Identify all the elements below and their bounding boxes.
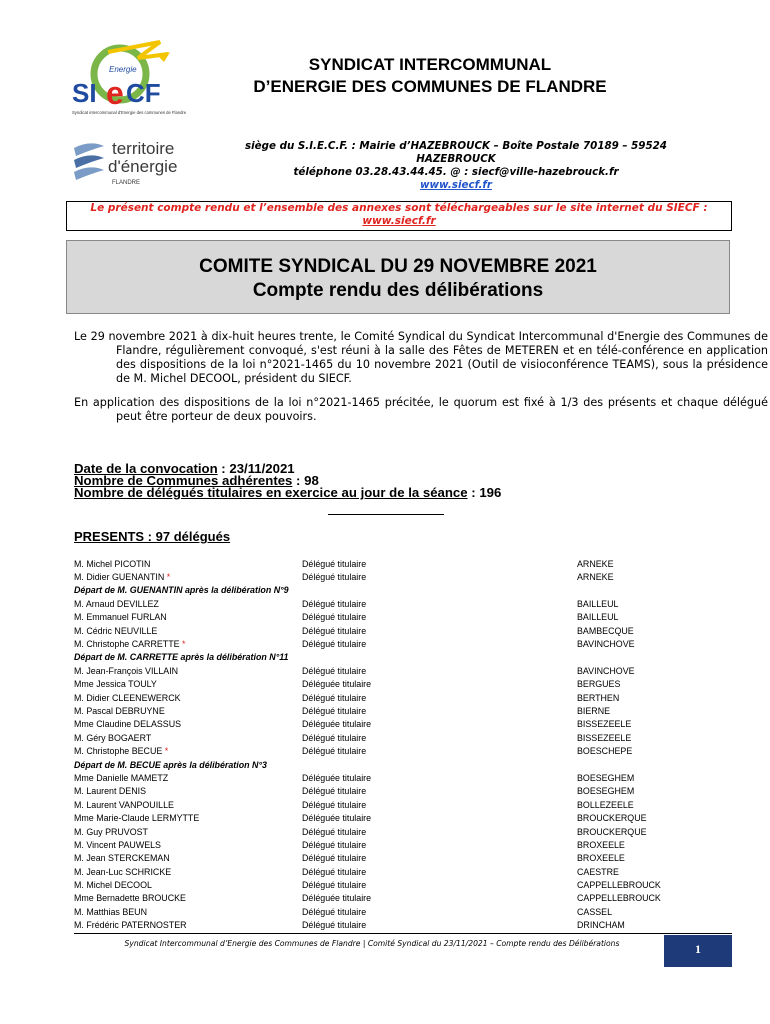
table-row xyxy=(74,664,697,677)
delegate-name-cell xyxy=(74,865,302,878)
meeting-banner xyxy=(66,240,730,314)
delegate-commune: DRINCHAM xyxy=(577,920,625,931)
delegate-name: Mme Claudine DELASSUS xyxy=(74,719,182,730)
delegate-role: Déléguée titulaire xyxy=(302,813,372,824)
delegate-name: M. Didier GUENANTIN xyxy=(74,572,165,583)
delegate-name: M. Pascal DEBRUYNE xyxy=(74,705,165,716)
delegate-name-cell xyxy=(74,892,302,905)
delegate-name: M. Laurent VANPOUILLE xyxy=(74,799,174,810)
delegate-commune: BROUCKERQUE xyxy=(577,826,647,837)
delegate-name-cell xyxy=(74,825,302,838)
table-row xyxy=(74,597,697,610)
svg-text:Syndicat intercommunal d'Energ: Syndicat intercommunal d'Energie des communes de Flandre xyxy=(72,110,187,115)
delegates-table xyxy=(74,557,697,932)
delegate-name-cell xyxy=(74,704,302,717)
delegate-commune: CAESTRE xyxy=(577,866,619,877)
delegate-role: Déléguée titulaire xyxy=(302,719,372,730)
table-row xyxy=(74,852,697,865)
svg-text:territoire: territoire xyxy=(112,139,175,158)
delegate-name-cell xyxy=(74,878,302,891)
delegate-commune: BROXEELE xyxy=(577,853,625,864)
delegate-commune: ARNEKE xyxy=(577,572,614,583)
delegate-commune: ARNEKE xyxy=(577,558,614,569)
footer-rule xyxy=(74,933,732,934)
delegate-role: Délégué titulaire xyxy=(302,639,367,650)
delegate-commune: BERTHEN xyxy=(577,692,620,703)
table-row xyxy=(74,771,697,784)
delegate-role: Délégué titulaire xyxy=(302,692,367,703)
delegate-role: Délégué titulaire xyxy=(302,746,367,757)
convocation-value: : 23/11/2021 xyxy=(217,461,295,476)
delegate-name: M. Arnaud DEVILLEZ xyxy=(74,598,159,609)
address-line-1: siège du S.I.E.C.F. : Mairie d’HAZEBROUCK – Boîte Postale 70189 – 59524 xyxy=(245,140,667,152)
organization-title xyxy=(210,54,650,98)
svg-text:d'énergie: d'énergie xyxy=(108,157,178,176)
delegate-name: Mme Jessica TOULY xyxy=(74,679,157,690)
notice-link[interactable]: www.siecf.fr xyxy=(362,215,436,227)
delegate-name: Mme Bernadette BROUCKE xyxy=(74,893,186,904)
delegate-name: M. Michel PICOTIN xyxy=(74,558,151,569)
delegate-name: M. Cédric NEUVILLE xyxy=(74,625,158,636)
address-line-2: HAZEBROUCK xyxy=(416,153,496,165)
svg-text:CF: CF xyxy=(126,78,161,108)
territoire-energie-logo xyxy=(68,138,208,188)
delegate-role: Délégué titulaire xyxy=(302,558,367,569)
delegate-name: M. Christophe BECUE xyxy=(74,746,163,757)
table-row xyxy=(74,744,697,757)
delegate-commune: BOESCHEPE xyxy=(577,746,633,757)
delegate-name: M. Emmanuel FURLAN xyxy=(74,612,167,623)
delegate-name-cell xyxy=(74,570,302,583)
delegate-role: Déléguée titulaire xyxy=(302,772,372,783)
banner-subtitle: Compte rendu des délibérations xyxy=(252,280,544,301)
intro-paragraph: Le 29 novembre 2021 à dix-huit heures trente, le Comité Syndical du Syndicat Intercommunal d'Energie des Communes de Flandre, régulièrement convoqué, s'est réuni à la salle des Fêtes de METEREN et en télé-conférence en application des dispositions de la loi n°2021-1465 du 10 novembre 2021 (Outil de visioconférence TEAMS), sous la présidence de M. Michel DECOOL, président du SIECF. xyxy=(74,330,768,385)
delegate-name: M. Guy PRUVOST xyxy=(74,826,148,837)
website-link[interactable]: www.siecf.fr xyxy=(420,179,492,191)
delegate-commune: BAMBECQUE xyxy=(577,625,634,636)
delegate-role: Délégué titulaire xyxy=(302,799,367,810)
delegate-name-cell xyxy=(74,771,302,784)
asterisk-mark: * xyxy=(162,746,169,757)
table-row xyxy=(74,811,697,824)
delegate-name: M. Michel DECOOL xyxy=(74,880,152,891)
table-row xyxy=(74,892,697,905)
delegate-name-cell xyxy=(74,785,302,798)
delegate-name-cell xyxy=(74,557,302,570)
delegate-role: Délégué titulaire xyxy=(302,786,367,797)
departure-note: Départ de M. CARRETTE après la délibération N°11 xyxy=(74,652,289,663)
delegate-name: M. Jean STERCKEMAN xyxy=(74,853,170,864)
departure-row xyxy=(74,651,697,664)
delegate-name-cell xyxy=(74,905,302,918)
delegues-label: Nombre de délégués titulaires en exercice au jour de la séance xyxy=(74,485,468,500)
delegate-commune: CAPPELLEBROUCK xyxy=(577,880,661,891)
delegate-role: Délégué titulaire xyxy=(302,866,367,877)
address-line-3: téléphone 03.28.43.44.45. @ : siecf@ville-hazebrouck.fr xyxy=(293,166,619,178)
table-row xyxy=(74,731,697,744)
table-row xyxy=(74,878,697,891)
delegate-commune: BROXEELE xyxy=(577,839,625,850)
delegate-name-cell xyxy=(74,811,302,824)
delegate-commune: BOESEGHEM xyxy=(577,786,635,797)
table-row xyxy=(74,570,697,583)
banner-title: COMITE SYNDICAL DU 29 NOVEMBRE 2021 xyxy=(199,256,597,277)
table-row xyxy=(74,785,697,798)
delegate-name-cell xyxy=(74,624,302,637)
svg-text:SI: SI xyxy=(72,78,97,108)
table-row xyxy=(74,691,697,704)
table-row xyxy=(74,624,697,637)
delegate-name-cell xyxy=(74,798,302,811)
delegate-role: Délégué titulaire xyxy=(302,839,367,850)
delegate-role: Délégué titulaire xyxy=(302,826,367,837)
delegate-role: Déléguée titulaire xyxy=(302,679,372,690)
table-row xyxy=(74,611,697,624)
delegate-role: Délégué titulaire xyxy=(302,920,367,931)
delegate-name-cell xyxy=(74,597,302,610)
table-row xyxy=(74,704,697,717)
delegate-commune: BROUCKERQUE xyxy=(577,813,647,824)
svg-text:e: e xyxy=(106,75,124,111)
delegate-role: Délégué titulaire xyxy=(302,572,367,583)
table-row xyxy=(74,637,697,650)
delegate-name-cell xyxy=(74,731,302,744)
departure-row xyxy=(74,758,697,771)
table-row xyxy=(74,865,697,878)
communes-label: Nombre de Communes adhérentes xyxy=(74,473,293,488)
delegate-name-cell xyxy=(74,852,302,865)
delegate-name-cell xyxy=(74,678,302,691)
communes-value: : 98 xyxy=(292,473,319,488)
delegate-name: M. Frédéric PATERNOSTER xyxy=(74,920,187,931)
delegate-role: Délégué titulaire xyxy=(302,880,367,891)
table-row xyxy=(74,557,697,570)
delegate-name-cell xyxy=(74,611,302,624)
notice-text: Le présent compte rendu et l’ensemble des annexes sont téléchargeables sur le site internet du SIECF : xyxy=(90,202,708,214)
meeting-meta xyxy=(74,463,501,499)
table-row xyxy=(74,919,697,932)
delegate-name: M. Jean-Luc SCHRICKE xyxy=(74,866,172,877)
delegate-name-cell xyxy=(74,744,302,757)
departure-note: Départ de M. GUENANTIN après la délibération N°9 xyxy=(74,585,289,596)
delegate-commune: BERGUES xyxy=(577,679,621,690)
address-block xyxy=(236,140,676,192)
delegate-name: M. Didier CLEENEWERCK xyxy=(74,692,181,703)
delegate-role: Déléguée titulaire xyxy=(302,893,372,904)
delegate-name: M. Christophe CARRETTE xyxy=(74,639,180,650)
delegate-commune: BISSEZEELE xyxy=(577,732,632,743)
delegate-name-cell xyxy=(74,637,302,650)
delegate-commune: BAVINCHOVE xyxy=(577,665,635,676)
delegate-name-cell xyxy=(74,664,302,677)
delegate-name-cell xyxy=(74,691,302,704)
page-number: 1 xyxy=(664,935,732,967)
delegate-commune: BAILLEUL xyxy=(577,612,619,623)
delegate-name-cell xyxy=(74,718,302,731)
table-row xyxy=(74,838,697,851)
table-row xyxy=(74,678,697,691)
delegate-name: M. Géry BOGAERT xyxy=(74,732,152,743)
table-row xyxy=(74,798,697,811)
delegate-commune: BOLLEZEELE xyxy=(577,799,634,810)
download-notice xyxy=(66,201,732,231)
siecf-logo xyxy=(68,40,208,120)
table-row xyxy=(74,825,697,838)
asterisk-mark: * xyxy=(164,572,171,583)
delegate-role: Délégué titulaire xyxy=(302,612,367,623)
delegate-role: Délégué titulaire xyxy=(302,665,367,676)
delegate-name-cell xyxy=(74,919,302,932)
delegate-role: Délégué titulaire xyxy=(302,906,367,917)
footer-text: Syndicat Intercommunal d’Energie des Communes de Flandre | Comité Syndical du 23/11/2021 – Compte rendu des Délibérations xyxy=(124,939,620,948)
table-row xyxy=(74,718,697,731)
title-line-2: D’ENERGIE DES COMMUNES DE FLANDRE xyxy=(253,77,607,96)
delegate-role: Délégué titulaire xyxy=(302,705,367,716)
delegate-name: M. Vincent PAUWELS xyxy=(74,839,161,850)
asterisk-mark: * xyxy=(179,639,186,650)
delegate-commune: BAILLEUL xyxy=(577,598,619,609)
delegate-role: Délégué titulaire xyxy=(302,598,367,609)
delegate-commune: BAVINCHOVE xyxy=(577,639,635,650)
quorum-paragraph: En application des dispositions de la loi n°2021-1465 précitée, le quorum est fixé à 1/3 des présents et chaque délégué peut être porteur de deux pouvoirs. xyxy=(74,396,768,423)
delegate-commune: CAPPELLEBROUCK xyxy=(577,893,661,904)
title-line-1: SYNDICAT INTERCOMMUNAL xyxy=(308,55,552,74)
delegate-role: Délégué titulaire xyxy=(302,625,367,636)
svg-text:FLANDRE: FLANDRE xyxy=(112,180,141,186)
convocation-label: Date de la convocation xyxy=(74,461,218,476)
svg-text:Energie: Energie xyxy=(109,65,137,74)
delegate-commune: CASSEL xyxy=(577,906,613,917)
delegate-commune: BISSEZEELE xyxy=(577,719,632,730)
presents-heading: PRESENTS : 97 délégués xyxy=(74,529,231,544)
delegate-role: Délégué titulaire xyxy=(302,853,367,864)
delegate-commune: BIERNE xyxy=(577,705,611,716)
delegate-name: M. Matthias BEUN xyxy=(74,906,147,917)
table-row xyxy=(74,905,697,918)
delegate-commune: BOESEGHEM xyxy=(577,772,635,783)
departure-row xyxy=(74,584,697,597)
delegues-value: : 196 xyxy=(467,485,502,500)
delegate-name: M. Laurent DENIS xyxy=(74,786,147,797)
delegate-name: Mme Marie-Claude LERMYTTE xyxy=(74,813,200,824)
separator-line xyxy=(328,514,444,515)
departure-note: Départ de M. BECUE après la délibération N°3 xyxy=(74,759,267,770)
delegate-name: Mme Danielle MAMETZ xyxy=(74,772,169,783)
delegate-role: Délégué titulaire xyxy=(302,732,367,743)
delegate-name: M. Jean-François VILLAIN xyxy=(74,665,179,676)
delegate-name-cell xyxy=(74,838,302,851)
